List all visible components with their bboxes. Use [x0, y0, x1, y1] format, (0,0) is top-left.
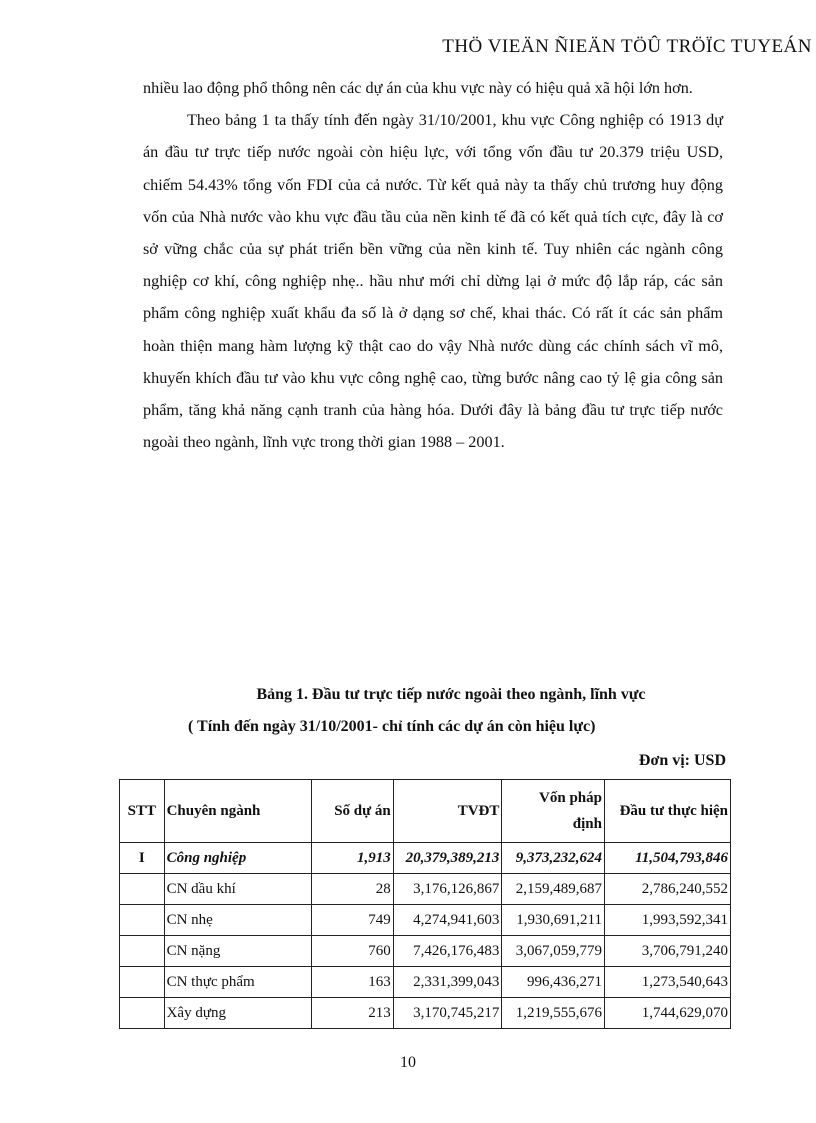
cell-legal-capital: 996,436,271	[502, 967, 605, 998]
paragraph-continued: nhiều lao động phổ thông nên các dự án của khu vực này có hiệu quả xã hội lớn hơn.	[143, 79, 693, 97]
cell-project-count: 749	[312, 905, 393, 936]
cell-sector: CN thực phẩm	[164, 967, 312, 998]
cell-sector: Xây dựng	[164, 998, 312, 1029]
header-legal-capital-line1: Vốn pháp	[539, 790, 602, 806]
header-legal-capital	[502, 780, 605, 843]
cell-realized-investment: 2,786,240,552	[604, 874, 730, 905]
table-row	[120, 936, 731, 967]
table-header-row	[120, 780, 731, 843]
cell-stt	[120, 874, 165, 905]
cell-stt	[120, 998, 165, 1029]
table-subtitle: ( Tính đến ngày 31/10/2001- chỉ tính các dự án còn hiệu lực)	[188, 718, 596, 735]
header-project-count: Số dự án	[312, 780, 393, 843]
header-sector: Chuyên ngành	[164, 780, 312, 843]
cell-realized-investment: 1,744,629,070	[604, 998, 730, 1029]
cell-project-count: 163	[312, 967, 393, 998]
header-total-investment: TVĐT	[393, 780, 502, 843]
cell-project-count: 760	[312, 936, 393, 967]
cell-total-investment: 20,379,389,213	[393, 843, 502, 874]
table-unit: Đơn vị: USD	[638, 752, 726, 769]
header-stt: STT	[120, 780, 165, 843]
cell-total-investment: 4,274,941,603	[393, 905, 502, 936]
cell-project-count: 1,913	[312, 843, 393, 874]
cell-realized-investment: 11,504,793,846	[604, 843, 730, 874]
cell-realized-investment: 1,273,540,643	[604, 967, 730, 998]
header-realized-investment: Đầu tư thực hiện	[604, 780, 730, 843]
cell-legal-capital: 1,930,691,211	[502, 905, 605, 936]
cell-total-investment: 3,170,745,217	[393, 998, 502, 1029]
cell-total-investment: 7,426,176,483	[393, 936, 502, 967]
page-number: 10	[400, 1054, 416, 1071]
cell-sector: CN nhẹ	[164, 905, 312, 936]
cell-legal-capital: 2,159,489,687	[502, 874, 605, 905]
page-header: THÖ VIEÄN ÑIEÄN TÖÛ TRÖÏC TUYEÁN	[442, 36, 812, 57]
table-row	[120, 905, 731, 936]
cell-legal-capital: 9,373,232,624	[502, 843, 605, 874]
fdi-by-sector-table	[119, 779, 731, 1029]
cell-stt: I	[120, 843, 165, 874]
cell-sector: CN nặng	[164, 936, 312, 967]
body-text	[143, 72, 723, 458]
cell-sector: Công nghiệp	[164, 843, 312, 874]
paragraph-table-intro: Theo bảng 1 ta thấy tính đến ngày 31/10/2001, khu vực Công nghiệp có 1913 dự án đầu tư trực tiếp nước ngoài còn hiệu lực, với tổng vốn đầu tư 20.379 triệu USD, chiếm 54.43% tổng vốn FDI của cả nước. Từ kết quả này ta thấy chủ trương huy động vốn của Nhà nước vào khu vực đầu tầu của nền kinh tế đã có kết quả tích cực, đây là cơ sở vững chắc của sự phát triển bền vững của nền kinh tế. Tuy nhiên các ngành công nghiệp cơ khí, công nghiệp nhẹ.. hầu như mới chỉ dừng lại ở mức độ lắp ráp, các sản phẩm công nghiệp xuất khẩu đa số là ở dạng sơ chế, khai thác. Có rất ít các sản phẩm hoàn thiện mang hàm lượng kỹ thật cao do vậy Nhà nước dùng các chính sách vĩ mô, khuyến khích đầu tư vào khu vực công nghệ cao, từng bước nâng cao tỷ lệ gia công sản phẩm, tăng khả năng cạnh tranh của hàng hóa. Dưới đây là bảng đầu tư trực tiếp nước ngoài theo ngành, lĩnh vực trong thời gian 1988 – 2001.	[143, 111, 723, 452]
cell-stt	[120, 936, 165, 967]
table-row	[120, 843, 731, 874]
cell-project-count: 213	[312, 998, 393, 1029]
cell-project-count: 28	[312, 874, 393, 905]
cell-total-investment: 2,331,399,043	[393, 967, 502, 998]
header-legal-capital-line2: định	[572, 816, 602, 832]
table-title: Bảng 1. Đầu tư trực tiếp nước ngoài theo ngành, lĩnh vực	[256, 686, 646, 703]
cell-realized-investment: 1,993,592,341	[604, 905, 730, 936]
cell-legal-capital: 3,067,059,779	[502, 936, 605, 967]
table-row	[120, 998, 731, 1029]
cell-total-investment: 3,176,126,867	[393, 874, 502, 905]
cell-realized-investment: 3,706,791,240	[604, 936, 730, 967]
cell-sector: CN dầu khí	[164, 874, 312, 905]
cell-stt	[120, 967, 165, 998]
table-row	[120, 874, 731, 905]
cell-legal-capital: 1,219,555,676	[502, 998, 605, 1029]
table-row	[120, 967, 731, 998]
cell-stt	[120, 905, 165, 936]
